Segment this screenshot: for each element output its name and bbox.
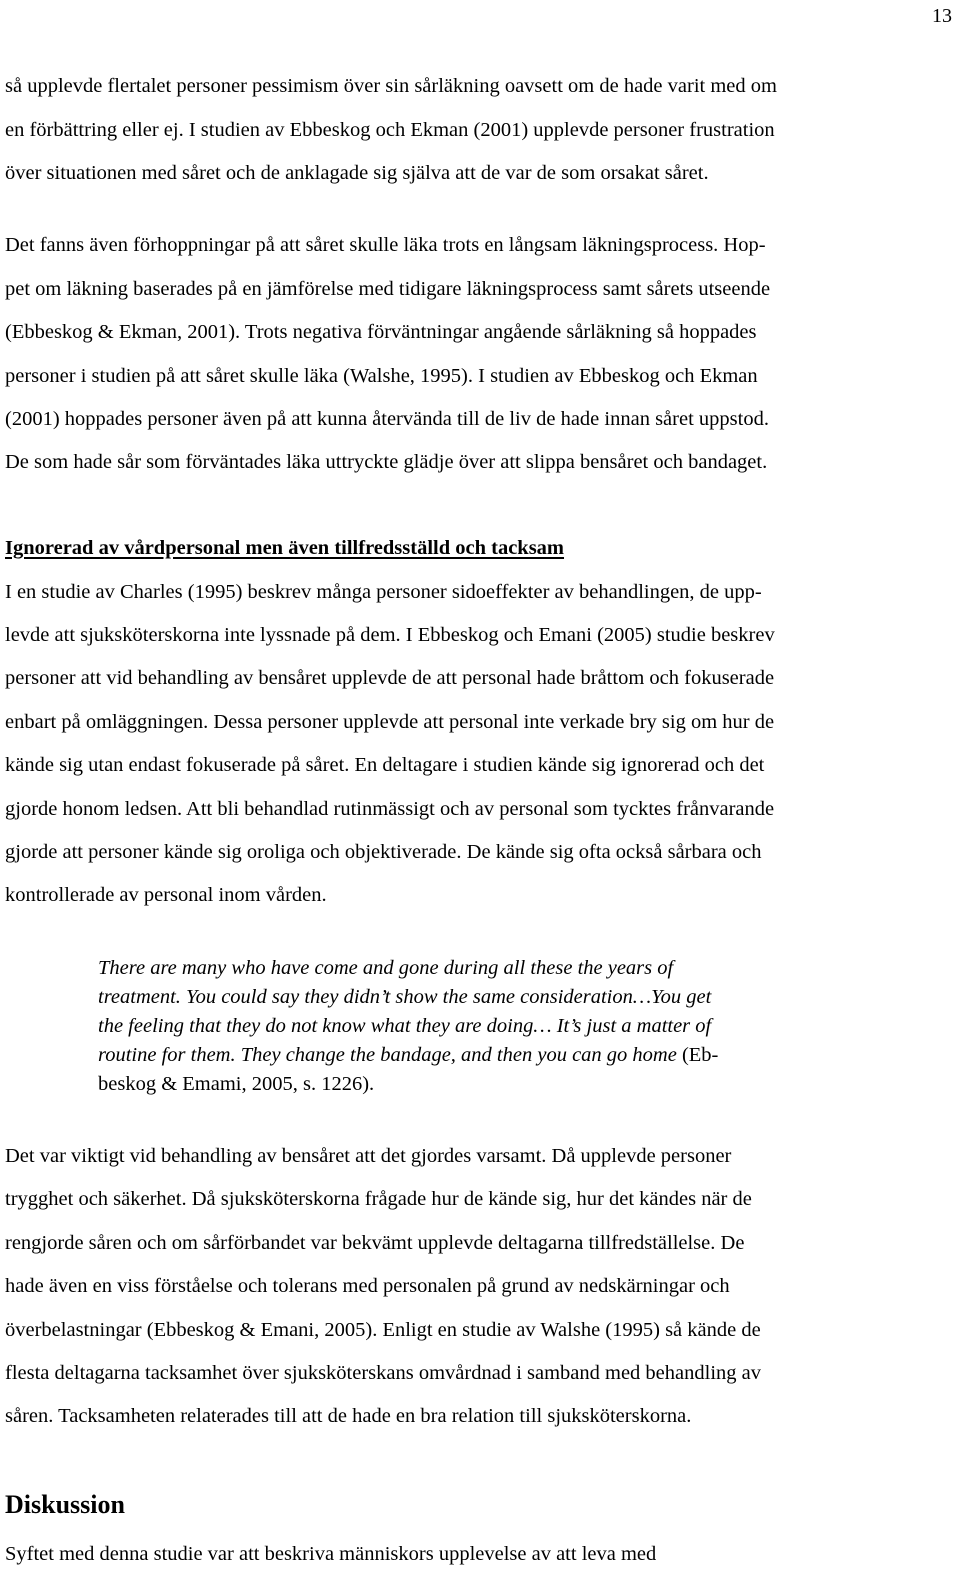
text-line: kontrollerade av personal inom vården.	[5, 884, 327, 906]
text-line: enbart på omläggningen. Dessa personer upplevde att personal inte verkade bry sig om hur de	[5, 711, 775, 733]
quote-line: the feeling that they do not know what they are doing… It’s just a matter of	[98, 1015, 712, 1037]
quote-line: routine for them. They change the bandage, and then you can go home	[98, 1044, 677, 1066]
text-line: trygghet och säkerhet. Då sjuksköterskorna frågade hur de kände sig, hur det kändes när de	[5, 1188, 752, 1210]
text-line: De som hade sår som förväntades läka uttryckte glädje över att slippa bensåret och bandaget.	[5, 451, 768, 473]
text-line: (Ebbeskog & Ekman, 2001). Trots negativa förväntningar angående sårläkning så hoppades	[5, 321, 757, 343]
text-line: Syftet med denna studie var att beskriva människors upplevelse av att leva med	[5, 1543, 657, 1565]
text-line: hade även en viss förståelse och tolerans med personalen på grund av nedskärningar och	[5, 1275, 730, 1297]
text-line: gjorde honom ledsen. Att bli behandlad rutinmässigt och av personal som tycktes frånvarande	[5, 798, 775, 820]
text-line: (2001) hoppades personer även på att kunna återvända till de liv de hade innan såret uppstod.	[5, 408, 769, 430]
section-heading: Ignorerad av vårdpersonal men även tillfredsställd och tacksam	[5, 537, 565, 559]
text-line: levde att sjuksköterskorna inte lyssnade på dem. I Ebbeskog och Emani (2005) studie beskrev	[5, 624, 775, 646]
section-title: Diskussion	[5, 1490, 125, 1519]
text-line: en förbättring eller ej. I studien av Ebbeskog och Ekman (2001) upplevde personer frustration	[5, 119, 775, 141]
text-line: över situationen med såret och de anklagade sig själva att de var de som orsakat såret.	[5, 162, 709, 184]
text-line: gjorde att personer kände sig oroliga och objektiverade. De kände sig ofta också sårbara och	[5, 841, 762, 863]
text-line: så upplevde flertalet personer pessimism över sin sårläkning oavsett om de hade varit med om	[5, 75, 777, 97]
page-number: 13	[932, 5, 952, 27]
text-line: Det fanns även förhoppningar på att såret skulle läka trots en långsam läkningsprocess. Hop-	[5, 234, 766, 256]
text-line: överbelastningar (Ebbeskog & Emani, 2005). Enligt en studie av Walshe (1995) så kände de	[5, 1319, 761, 1341]
quote-line: There are many who have come and gone during all these the years of	[98, 957, 674, 979]
quote-line: treatment. You could say they didn’t show the same consideration…You get	[98, 986, 712, 1008]
text-line: personer i studien på att såret skulle läka (Walshe, 1995). I studien av Ebbeskog och Ekman	[5, 365, 758, 387]
text-line: såren. Tacksamheten relaterades till att de hade en bra relation till sjuksköterskorna.	[5, 1405, 692, 1427]
text-line: personer att vid behandling av bensåret upplevde de att personal hade bråttom och fokuserade	[5, 667, 775, 689]
text-line: Det var viktigt vid behandling av bensåret att det gjordes varsamt. Då upplevde personer	[5, 1145, 732, 1167]
text-line: pet om läkning baserades på en jämförelse med tidigare läkningsprocess samt sårets utseende	[5, 278, 771, 300]
text-line: kände sig utan endast fokuserade på såret. En deltagare i studien kände sig ignorerad och det	[5, 754, 765, 776]
quote-citation: beskog & Emami, 2005, s. 1226).	[98, 1073, 375, 1095]
text-line: I en studie av Charles (1995) beskrev många personer sidoeffekter av behandlingen, de upp-	[5, 581, 762, 603]
text-line: flesta deltagarna tacksamhet över sjuksköterskans omvårdnad i samband med behandling av	[5, 1362, 761, 1384]
quote-citation: (Eb-	[681, 1044, 719, 1066]
text-line: rengjorde såren och om sårförbandet var bekvämt upplevde deltagarna tillfredställelse. De	[5, 1232, 745, 1254]
